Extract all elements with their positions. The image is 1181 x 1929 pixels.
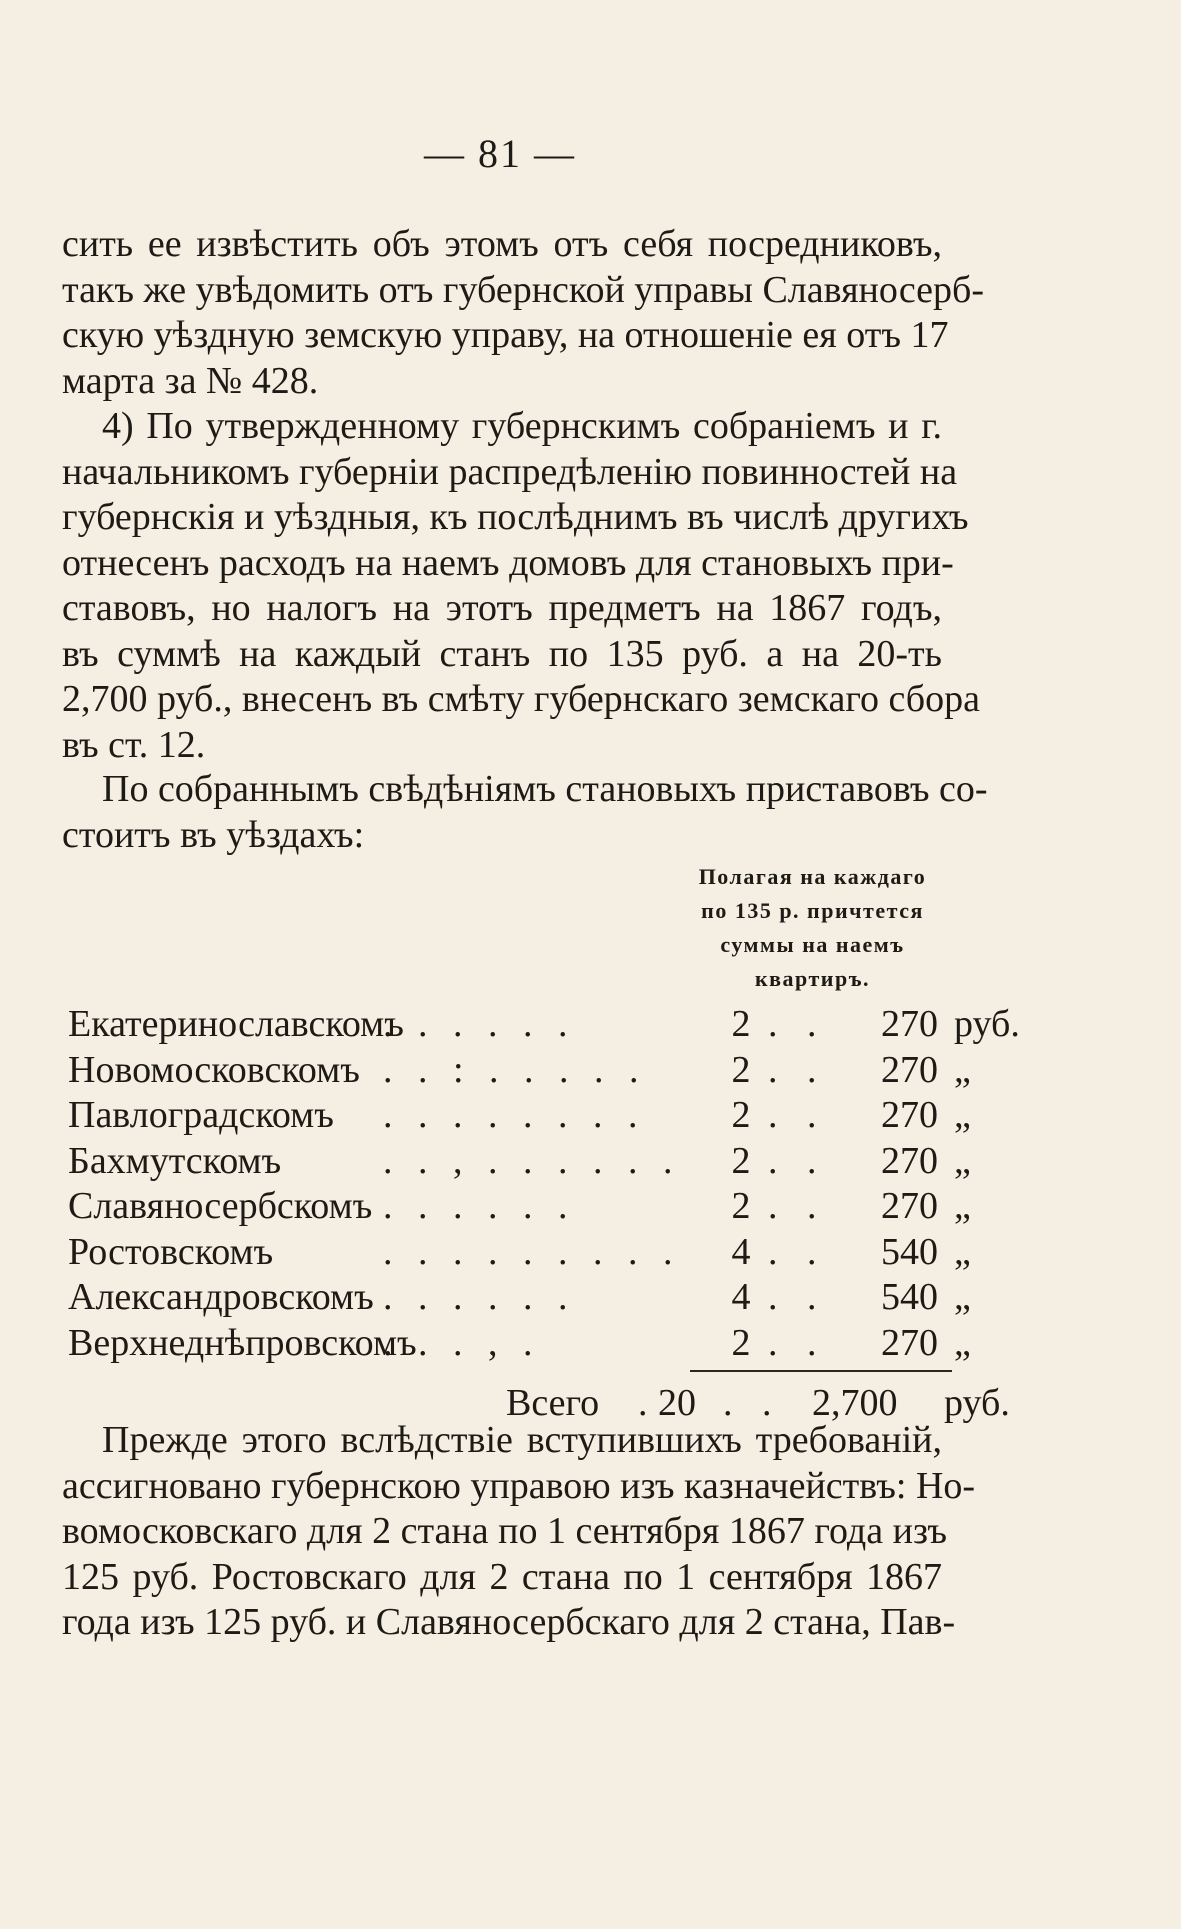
table-row (68, 1139, 971, 1185)
unit: „ (954, 1139, 971, 1182)
unit: „ (954, 1230, 971, 1273)
separator-dots: . . (768, 1185, 827, 1227)
separator-dots: . . (768, 1003, 827, 1045)
leader-dots: . . . . . . (383, 1003, 576, 1045)
stan-count: 2 (731, 1094, 751, 1136)
text-line: скую уѣздную земскую управу, на отношеніе ея отъ 17 (62, 314, 949, 356)
unit: руб. (954, 1003, 1020, 1045)
leader-dots: . . . . . . (383, 1185, 576, 1227)
district-name: Екатеринославскомъ (68, 1003, 404, 1045)
text-line: марта за № 428. (62, 359, 319, 402)
amount: 270 (881, 1094, 938, 1136)
amount: 540 (881, 1230, 938, 1273)
separator-dots: . . (768, 1139, 827, 1182)
district-name: Павлоградскомъ (68, 1094, 334, 1136)
table-row (68, 1230, 971, 1276)
separator-dots: . . (768, 1230, 827, 1273)
total-dot: . (638, 1382, 648, 1424)
text-line: вомосковскаго для 2 стана по 1 сентября 1867 года изъ (62, 1510, 947, 1552)
district-name: Александровскомъ (68, 1276, 374, 1318)
stan-count: 4 (731, 1276, 751, 1318)
total-count: 20 (658, 1382, 696, 1424)
text-line: ставовъ, но налогъ на этотъ предметъ на 1867 годъ, (62, 587, 942, 629)
header-line: Полагая на каждаго (698, 864, 927, 889)
header-line: квартиръ. (754, 966, 871, 991)
total-unit: руб. (944, 1382, 1010, 1424)
amount: 270 (881, 1139, 938, 1182)
amount: 270 (881, 1185, 938, 1227)
table-column-header (680, 860, 945, 996)
amount: 270 (881, 1321, 938, 1364)
leader-dots: . . : . . . . . (383, 1048, 647, 1091)
paragraph-3 (62, 767, 988, 858)
text-line: сить ее извѣстить объ этомъ отъ себя посредниковъ, (62, 223, 942, 265)
district-name: Новомосковскомъ (68, 1048, 360, 1091)
separator-dots: . . (768, 1321, 827, 1364)
separator-dots: . . (768, 1276, 827, 1318)
text-line: стоитъ въ уѣздахъ: (62, 813, 365, 856)
stan-count: 2 (731, 1048, 751, 1091)
text-line: въ ст. 12. (62, 723, 206, 766)
text-line: губернскія и уѣздныя, къ послѣднимъ въ числѣ другихъ (62, 496, 969, 538)
district-table (68, 1002, 1020, 1366)
district-name: Ростовскомъ (68, 1230, 274, 1273)
header-line: по 135 р. причтется (701, 898, 924, 923)
separator-dots: . . (768, 1094, 827, 1136)
table-row (68, 1321, 971, 1367)
paragraph-1 (62, 222, 985, 404)
amount: 540 (881, 1276, 938, 1318)
amount: 270 (881, 1048, 938, 1091)
text-line: отнесенъ расходъ на наемъ домовъ для становыхъ при- (62, 541, 954, 584)
district-name: Бахмутскомъ (68, 1139, 282, 1182)
unit: „ (954, 1048, 971, 1091)
leader-dots: . . . , . (383, 1321, 541, 1364)
text-line: начальникомъ губерніи распредѣленію повинностей на (62, 450, 958, 493)
paragraph-2 (62, 404, 980, 768)
text-line: По собраннымъ свѣдѣніямъ становыхъ приставовъ со- (102, 768, 988, 810)
stan-count: 2 (731, 1185, 751, 1227)
table-row (68, 1002, 1020, 1048)
stan-count: 2 (731, 1003, 751, 1045)
table-row (68, 1184, 971, 1230)
text-line: такъ же увѣдомить отъ губернской управы Славяносерб- (62, 268, 985, 311)
text-line: 125 руб. Ростовскаго для 2 стана по 1 сентября 1867 (62, 1555, 942, 1598)
district-name: Верхнеднѣпровскомъ (68, 1321, 417, 1364)
unit: „ (954, 1185, 971, 1227)
header-line: суммы на наемъ (720, 932, 905, 957)
stan-count: 2 (731, 1321, 751, 1364)
unit: „ (954, 1321, 971, 1364)
district-name: Славяносербскомъ (68, 1185, 373, 1227)
table-row (68, 1093, 971, 1139)
leader-dots: . . . . . . . . . (383, 1230, 681, 1273)
text-line: Прежде этого вслѣдствіе вступившихъ требованій, (102, 1419, 942, 1461)
page-number: — 81 — (424, 131, 576, 176)
paragraph-4 (62, 1418, 976, 1646)
leader-dots: . . . . . . . . (383, 1094, 646, 1136)
total-amount: 2,700 (812, 1382, 898, 1424)
table-row (68, 1048, 971, 1094)
separator-dots: . . (768, 1048, 827, 1091)
separator-dots: . . (723, 1382, 782, 1424)
text-line: ассигновано губернскою управою изъ казначействъ: Но- (62, 1464, 976, 1507)
total-rule (690, 1370, 952, 1372)
stan-count: 4 (731, 1230, 751, 1273)
table-row (68, 1275, 971, 1321)
stan-count: 2 (731, 1139, 751, 1182)
text-line: года изъ 125 руб. и Славяносербскаго для 2 стана, Пав- (62, 1601, 956, 1643)
leader-dots: . . , . . . . . . (383, 1139, 681, 1182)
amount: 270 (881, 1003, 938, 1045)
unit: „ (954, 1094, 971, 1136)
text-line: въ суммѣ на каждый станъ по 135 руб. а на 20-ть (62, 632, 942, 675)
text-line: 2,700 руб., внесенъ въ смѣту губернскаго земскаго сбора (62, 678, 980, 720)
text-line: 4) По утвержденному губернскимъ собраніемъ и г. (102, 405, 942, 447)
total-label: Всего (506, 1382, 600, 1424)
unit: „ (954, 1276, 971, 1318)
leader-dots: . . . . . . (383, 1276, 576, 1318)
